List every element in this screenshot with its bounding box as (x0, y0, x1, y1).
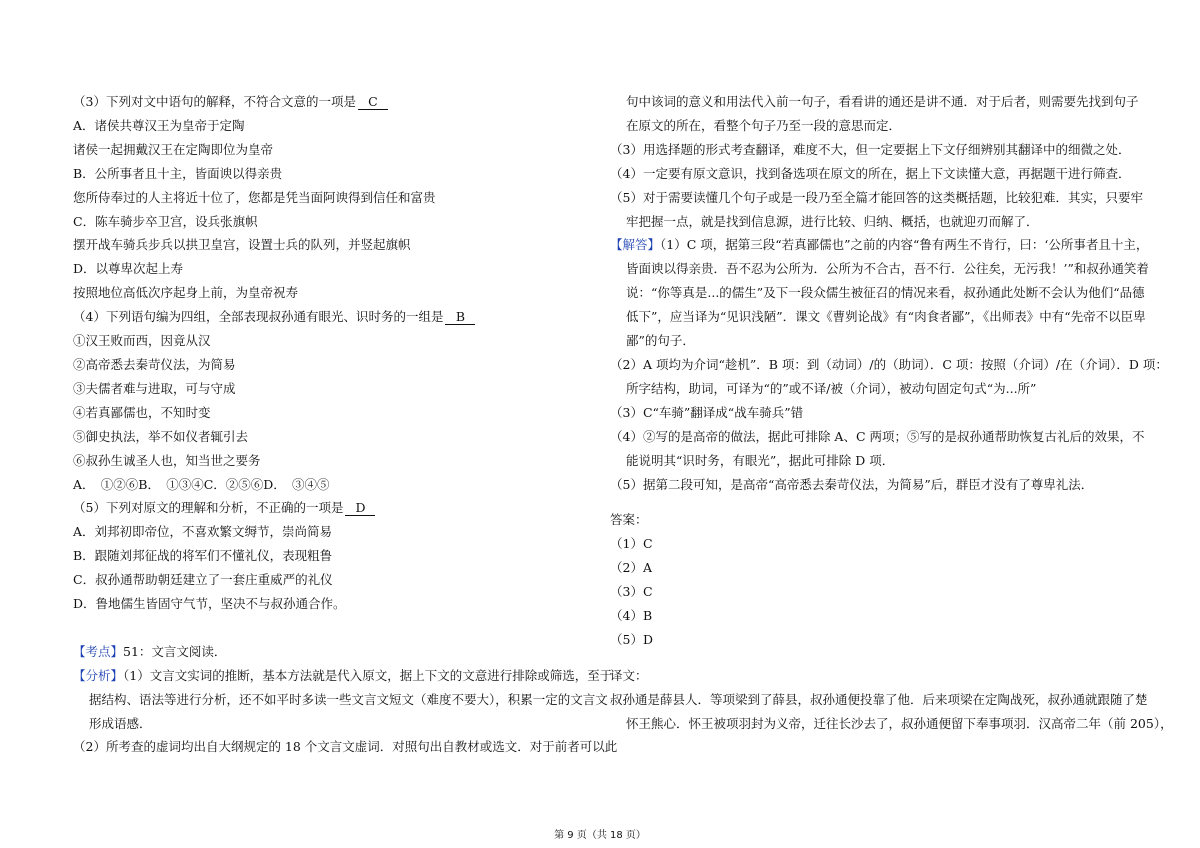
analysis-line: 在原文的所在，看整个句子乃至一段的意思而定． (626, 117, 902, 133)
spacer (610, 652, 1130, 664)
yiwen-label: 译文： (610, 667, 648, 683)
jieda-line: （4）②写的是高帝的做法，据此可排除 A、C 两项；⑤写的是叔孙通帮助恢复古礼后的效果，不 (610, 428, 1145, 444)
q3-line: 您所侍奉过的人主将近十位了，您都是凭当面阿谀得到信任和富贵 (73, 189, 436, 205)
analysis-line: （4）一定要有原文意识，找到备选项在原文的所在，据上下文读懂大意，再据题干进行筛查． (610, 165, 1131, 181)
q4-line: ④若真鄙儒也，不知时变 (73, 404, 211, 420)
fenxi-tag: 【分析】 (73, 667, 124, 683)
q4-line: ⑤御史执法，举不如仪者辄引去 (73, 428, 249, 444)
jieda-cont: 所字结构，助词，可译为“的”或不译/被（介词），被动句固定句式“为...所” (626, 380, 1037, 396)
q5-line: D．鲁地儒生皆固守气节，坚决不与叔孙通合作。 (73, 596, 346, 612)
q5-line: B．跟随刘邦征战的将军们不懂礼仪，表现粗鲁 (73, 548, 333, 564)
right-column (610, 90, 1173, 736)
analysis-line: （3）用选择题的形式考查翻译，难度不大，但一定要据上下文仔细辨别其翻译中的细微之处． (610, 141, 1131, 157)
analysis-line: 牢把握一点，就是找到信息源，进行比较、归纳、概括，也就迎刃而解了． (626, 213, 1039, 229)
jieda-line: （3）C“车骑”翻译成“战车骑兵”错 (610, 404, 804, 420)
jieda-line: （5）据第二段可知，是高帝“高帝悉去秦苛仪法，为简易”后，群臣才没有了尊卑礼法． (610, 476, 1094, 492)
kaodian-tag: 【考点】 (73, 643, 124, 659)
q3-line: C．陈车骑步卒卫宫，设兵张旗帜 (73, 213, 258, 229)
q5-stem: （5）下列对原文的理解和分析，不正确的一项是 D (73, 496, 593, 520)
answer-item: （1）C (610, 536, 653, 552)
fenxi-line: 【分析】（1）文言文实词的推断，基本方法就是代入原文，据上下文的文意进行排除或筛选，至于 (73, 667, 613, 683)
q3-stem: （3）下列对文中语句的解释，不符合文意的一项是 C (73, 90, 593, 114)
q3-line: 摆开战车骑兵步兵以拱卫皇宫，设置士兵的队列，并竖起旗帜 (73, 237, 411, 253)
page-number: 第 9 页（共 18 页） (554, 830, 646, 841)
jieda-line: （2）A 项均为介词“趁机”．B 项：到（动词）/的（助词）．C 项：按照（介词）/在（介词）．D 项： (610, 356, 1168, 372)
q4-stem: （4）下列语句编为四组，全部表现叔孙通有眼光、识时务的一组是 B (73, 305, 593, 329)
analysis-line: 句中该词的意义和用法代入前一句子，看看讲的通还是讲不通．对于后者，则需要先找到句子 (626, 94, 1139, 109)
kaodian-line: 【考点】51：文言文阅读． (73, 643, 227, 659)
jieda-cont: 鄙”的句子． (626, 333, 695, 349)
yiwen-line: 叔孙通是薛县人．等项梁到了薛县，叔孙通便投靠了他．后来项梁在定陶战死，叔孙通就跟随了楚 (610, 691, 1148, 707)
q3-line: A．诸侯共尊汉王为皇帝于定陶 (73, 117, 245, 133)
q4-answer: B (445, 309, 475, 325)
q3-line: D．以尊卑次起上寿 (73, 261, 184, 277)
q5-line: C．叔孙通帮助朝廷建立了一套庄重威严的礼仪 (73, 572, 333, 588)
answer-item: （3）C (610, 584, 653, 600)
answer-item: （4）B (610, 608, 653, 624)
jieda-tag: 【解答】 (610, 237, 661, 253)
yiwen-line: 怀王熊心．怀王被项羽封为义帝，迁往长沙去了，叔孙通便留下奉事项羽．汉高帝二年（前 205）， (626, 715, 1173, 731)
q3-answer: C (358, 94, 388, 110)
answers-label: 答案： (610, 512, 648, 528)
q4-options: A． ①②⑥B． ①③④C．②⑤⑥D． ③④⑤ (73, 476, 330, 492)
spacer (73, 616, 593, 640)
q4-line: ①汉王败而西，因竟从汉 (73, 333, 211, 349)
q3-line: 按照地位高低次序起身上前，为皇帝祝寿 (73, 285, 299, 301)
spacer (610, 496, 1130, 508)
q5-line: A．刘邦初即帝位，不喜欢繁文缛节，崇尚简易 (73, 524, 333, 540)
q4-line: ⑥叔孙生诚圣人也，知当世之要务 (73, 452, 261, 468)
q4-line: ③夫儒者难与进取，可与守成 (73, 380, 236, 396)
jieda-cont: 皆面谀以得亲贵．吾不忍为公所为．公所为不合古，吾不行．公往矣，无污我！’”和叔孙通笑着 (626, 261, 1149, 277)
q4-line: ②高帝悉去秦苛仪法，为简易 (73, 356, 236, 372)
jieda-cont: 能说明其“识时务，有眼光”，据此可排除 D 项． (626, 452, 895, 468)
answer-item: （2）A (610, 560, 652, 576)
jieda-line: 【解答】（1）C 项，据第三段“若真鄙儒也”之前的内容“鲁有两生不肯行，曰：‘公所事者且十主， (610, 237, 1149, 253)
analysis-line: （5）对于需要读懂几个句子或是一段乃至全篇才能回答的这类概括题，比较犯难．其实，只要牢 (610, 189, 1143, 205)
left-column (73, 90, 618, 759)
q5-answer: D (345, 500, 375, 516)
fenxi-cont: 据结构、语法等进行分析，还不如平时多读一些文言文短文（难度不要大），积累一定的文言文 (89, 691, 608, 707)
fenxi-cont: 形成语感． (89, 715, 152, 731)
fenxi-p2: （2）所考查的虚词均出自大纲规定的 18 个文言文虚词．对照句出自教材或选文．对于前者可以此 (73, 739, 618, 755)
q3-line: 诸侯一起拥戴汉王在定陶即位为皇帝 (73, 141, 274, 157)
answer-item: （5）D (610, 631, 653, 647)
jieda-cont: 说：“你等真是...的儒生”及下一段众儒生被征召的情况来看，叔孙通此处断不会认为他们“品德 (626, 285, 1145, 301)
jieda-cont: 低下”，应当译为“见识浅陋”．课文《曹刿论战》有“肉食者鄙”，《出师表》中有“先帝不以臣卑 (626, 309, 1146, 325)
q3-line: B．公所事者且十主，皆面谀以得亲贵 (73, 165, 283, 181)
